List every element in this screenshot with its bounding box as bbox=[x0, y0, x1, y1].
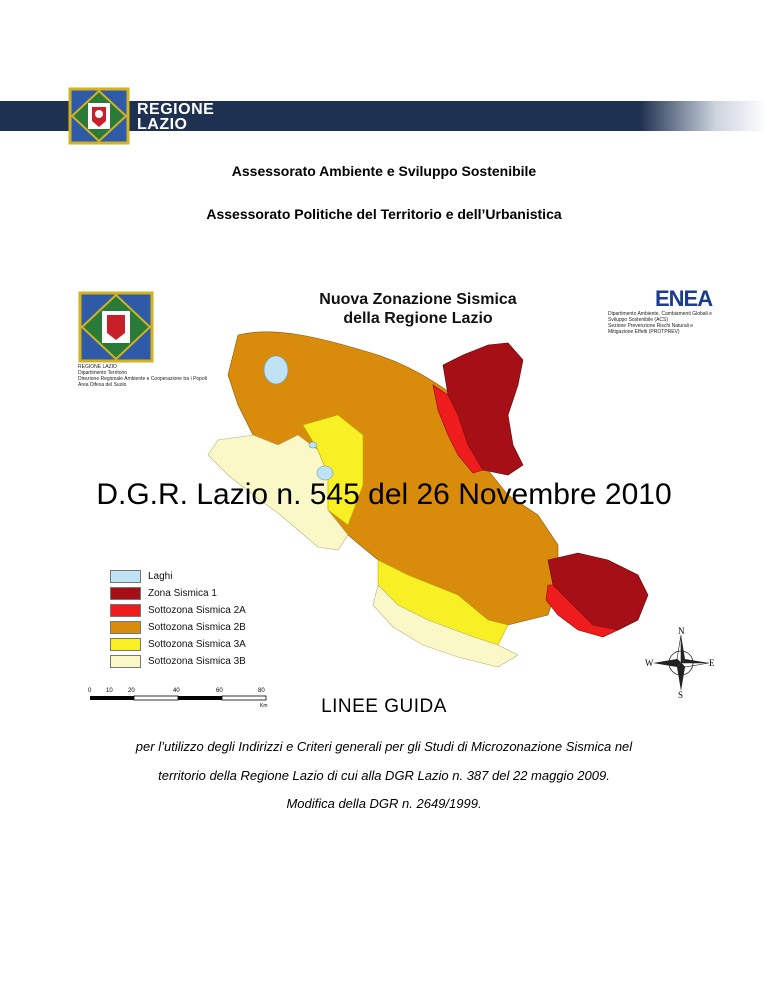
region-block-line: Direzione Regionale Ambiente e Cooperazione tra i Popoli bbox=[78, 376, 207, 382]
legend-swatch bbox=[110, 638, 141, 651]
map-title-line1: Nuova Zonazione Sismica bbox=[319, 291, 517, 308]
legend-label: Sottozona Sismica 3A bbox=[148, 639, 246, 650]
subtitle-line-3: Modifica della DGR n. 2649/1999. bbox=[286, 796, 482, 811]
legend-swatch bbox=[110, 655, 141, 668]
legend-item-laghi bbox=[110, 568, 246, 585]
legend-label: Sottozona Sismica 3B bbox=[148, 656, 246, 667]
region-block-line: REGIONE LAZIO bbox=[78, 364, 117, 370]
legend-item-2b bbox=[110, 619, 246, 636]
legend-label: Sottozona Sismica 2A bbox=[148, 605, 246, 616]
map-coat-of-arms-icon bbox=[80, 293, 152, 361]
compass-e: E bbox=[709, 658, 715, 668]
legend-label: Zona Sismica 1 bbox=[148, 588, 217, 599]
scale-tick: 60 bbox=[216, 688, 223, 694]
enea-logo: ENEA bbox=[655, 286, 713, 311]
compass-w: W bbox=[645, 658, 654, 668]
header-band-fade bbox=[640, 101, 768, 131]
legend-swatch bbox=[110, 587, 141, 600]
regione-lazio-coat-of-arms-icon bbox=[68, 87, 130, 145]
scale-tick: 80 bbox=[258, 688, 265, 694]
enea-block-line: Sezione Prevenzione Rischi Naturali e bbox=[608, 323, 694, 329]
enea-department-block bbox=[608, 311, 758, 335]
lake-vico bbox=[309, 442, 317, 448]
lake-bolsena bbox=[264, 356, 288, 384]
region-department-block bbox=[78, 364, 207, 388]
map-title-line2: della Regione Lazio bbox=[343, 310, 493, 327]
scale-tick: 10 bbox=[106, 688, 113, 694]
subtitle-line-1: per l’utilizzo degli Indirizzi e Criteri generali per gli Studi di Microzonazione Sismica nel bbox=[135, 739, 633, 754]
scale-tick: 0 bbox=[88, 688, 92, 694]
linee-guida-heading: LINEE GUIDA bbox=[321, 696, 447, 717]
region-block-line: Area Difesa del Suolo bbox=[78, 382, 127, 388]
assessorato-ambiente: Assessorato Ambiente e Sviluppo Sostenibile bbox=[231, 163, 537, 179]
region-block-line: Dipartimento Territorio bbox=[78, 370, 128, 376]
legend-swatch bbox=[110, 570, 141, 583]
scale-unit: Km bbox=[260, 703, 268, 709]
compass-rose-icon bbox=[645, 627, 717, 699]
region-name-line2: LAZIO bbox=[137, 116, 188, 133]
scale-tick: 40 bbox=[173, 688, 180, 694]
legend-item-2a bbox=[110, 602, 246, 619]
legend-item-3b bbox=[110, 653, 246, 670]
legend-item-3a bbox=[110, 636, 246, 653]
legend-swatch bbox=[110, 604, 141, 617]
scale-tick: 20 bbox=[128, 688, 135, 694]
subtitle-line-2: territorio della Regione Lazio di cui alla DGR Lazio n. 387 del 22 maggio 2009. bbox=[158, 768, 610, 783]
enea-block-line: Mitigazione Effetti (PROTPREV) bbox=[608, 329, 680, 335]
map-legend bbox=[110, 568, 246, 670]
assessorato-politiche: Assessorato Politiche del Territorio e dell’Urbanistica bbox=[206, 206, 562, 222]
enea-block-line: Dipartimento Ambiente, Cambiamenti Globali e bbox=[608, 311, 712, 317]
dgr-title: D.G.R. Lazio n. 545 del 26 Novembre 2010 bbox=[96, 478, 672, 511]
legend-item-zona-1 bbox=[110, 585, 246, 602]
legend-label: Laghi bbox=[148, 571, 173, 582]
legend-label: Sottozona Sismica 2B bbox=[148, 622, 246, 633]
enea-block-line: Sviluppo Sostenibile (ACS) bbox=[608, 317, 669, 323]
header-region-name bbox=[137, 102, 214, 132]
compass-n: N bbox=[678, 627, 685, 636]
compass-s: S bbox=[678, 690, 684, 699]
region-name-line1: REGIONE bbox=[137, 101, 215, 118]
map-title bbox=[298, 290, 538, 328]
legend-swatch bbox=[110, 621, 141, 634]
